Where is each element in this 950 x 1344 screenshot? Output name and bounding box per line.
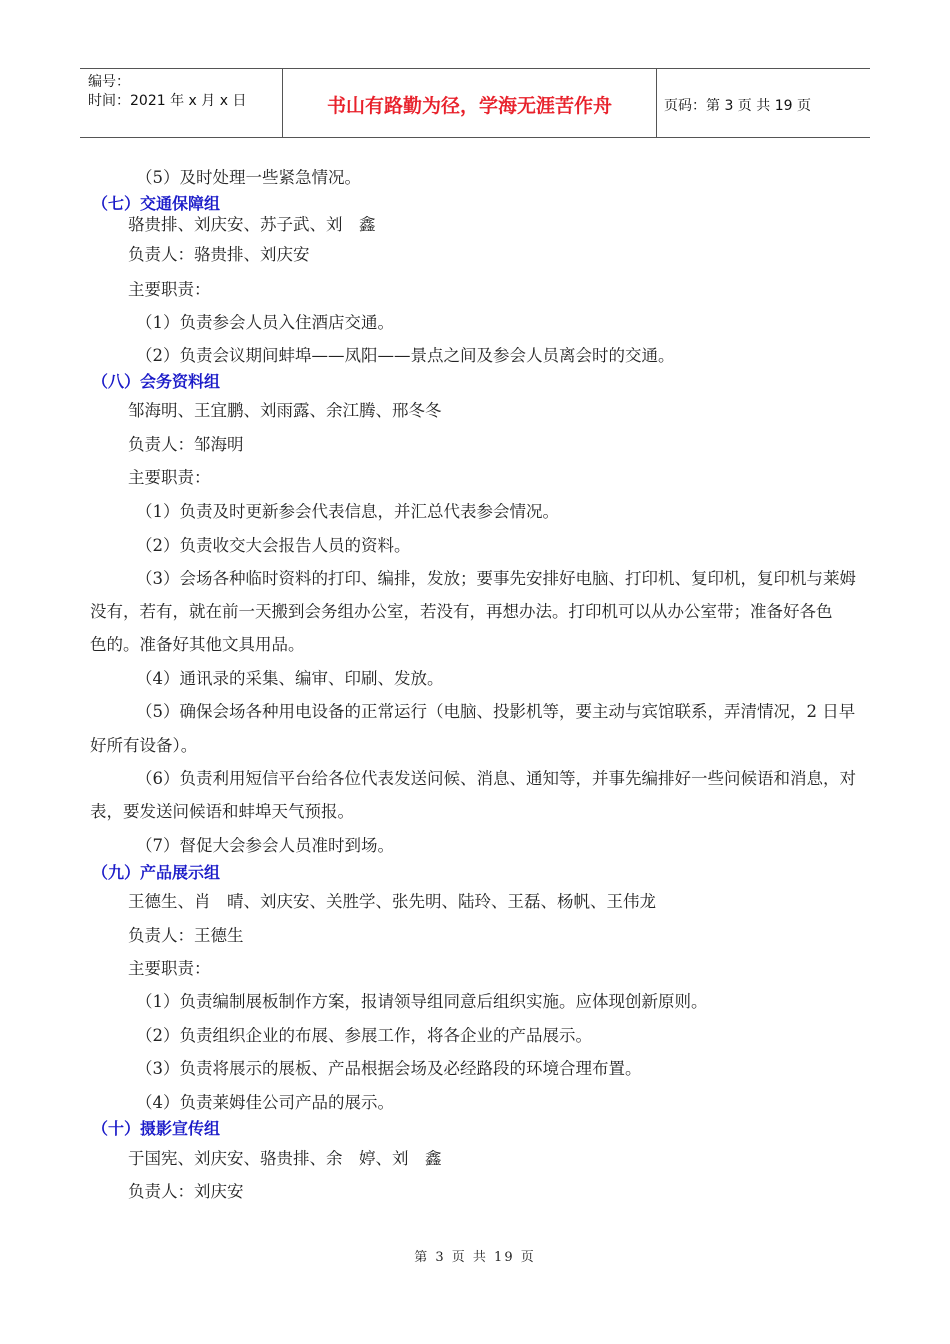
section-heading-10: （十）摄影宣传组 [92, 1119, 221, 1138]
paragraph: （2）负责会议期间蚌埠——凤阳——景点之间及参会人员离会时的交通。 [136, 346, 675, 365]
paragraph-continuation: 表，要发送问候语和蚌埠天气预报。 [90, 802, 354, 821]
duties-label: 主要职责： [128, 280, 211, 299]
serial-label: 编号： [88, 74, 130, 90]
leader-line: 负责人：邹海明 [128, 435, 244, 454]
paragraph-continuation: 没有，若有，就在前一天搬到会务组办公室，若没有，再想办法。打印机可以从办公室带；准备好各色 [90, 602, 833, 621]
paragraph-continuation: 好所有设备）。 [90, 736, 198, 755]
member-list: 骆贵排、刘庆安、苏子武、刘 鑫 [128, 215, 376, 234]
section-heading-7: （七）交通保障组 [92, 194, 221, 213]
paragraph: （2）负责组织企业的布展、参展工作，将各企业的产品展示。 [136, 1026, 592, 1045]
paragraph: （2）负责收交大会报告人员的资料。 [136, 536, 411, 555]
leader-line: 负责人：王德生 [128, 926, 244, 945]
paragraph: （1）负责编制展板制作方案，报请领导组同意后组织实施。应体现创新原则。 [136, 992, 708, 1011]
paragraph: （3）负责将展示的展板、产品根据会场及必经路段的环境合理布置。 [136, 1059, 642, 1078]
leader-line: 负责人：骆贵排、刘庆安 [128, 245, 310, 264]
paragraph: （3）会场各种临时资料的打印、编排，发放；要事先安排好电脑、打印机、复印机，复印机与莱姆 [136, 569, 856, 588]
paragraph-continuation: 色的。准备好其他文具用品。 [90, 635, 305, 654]
duties-label: 主要职责： [128, 959, 211, 978]
header-motto: 书山有路勤为径，学海无涯苦作舟 [326, 95, 612, 117]
paragraph: （1）负责参会人员入住酒店交通。 [136, 313, 394, 332]
section-heading-9: （九）产品展示组 [92, 863, 221, 882]
section-heading-8: （八）会务资料组 [92, 372, 221, 391]
member-list: 王德生、肖 晴、刘庆安、关胜学、张先明、陆玲、王磊、杨帆、王伟龙 [128, 892, 656, 911]
duties-label: 主要职责： [128, 468, 211, 487]
paragraph: （1）负责及时更新参会代表信息，并汇总代表参会情况。 [136, 502, 559, 521]
paragraph: （4）通讯录的采集、编审、印刷、发放。 [136, 669, 444, 688]
member-list: 于国宪、刘庆安、骆贵排、余 婷、刘 鑫 [128, 1149, 442, 1168]
member-list: 邹海明、王宜鹏、刘雨露、余江腾、邢冬冬 [128, 401, 442, 420]
paragraph: （6）负责利用短信平台给各位代表发送问候、消息、通知等，并事先编排好一些问候语和消息，对 [136, 769, 856, 788]
page-number-label: 页码：第 3 页 共 19 页 [664, 98, 811, 114]
page-footer: 第 3 页 共 19 页 [414, 1250, 536, 1265]
leader-line: 负责人：刘庆安 [128, 1182, 244, 1201]
paragraph: （5）确保会场各种用电设备的正常运行（电脑、投影机等，要主动与宾馆联系，弄清情况，2 日早 [136, 702, 856, 721]
paragraph: （5）及时处理一些紧急情况。 [136, 168, 361, 187]
paragraph: （4）负责莱姆佳公司产品的展示。 [136, 1093, 394, 1112]
paragraph: （7）督促大会参会人员准时到场。 [136, 836, 394, 855]
time-label: 时间：2021 年 x 月 x 日 [88, 93, 247, 109]
